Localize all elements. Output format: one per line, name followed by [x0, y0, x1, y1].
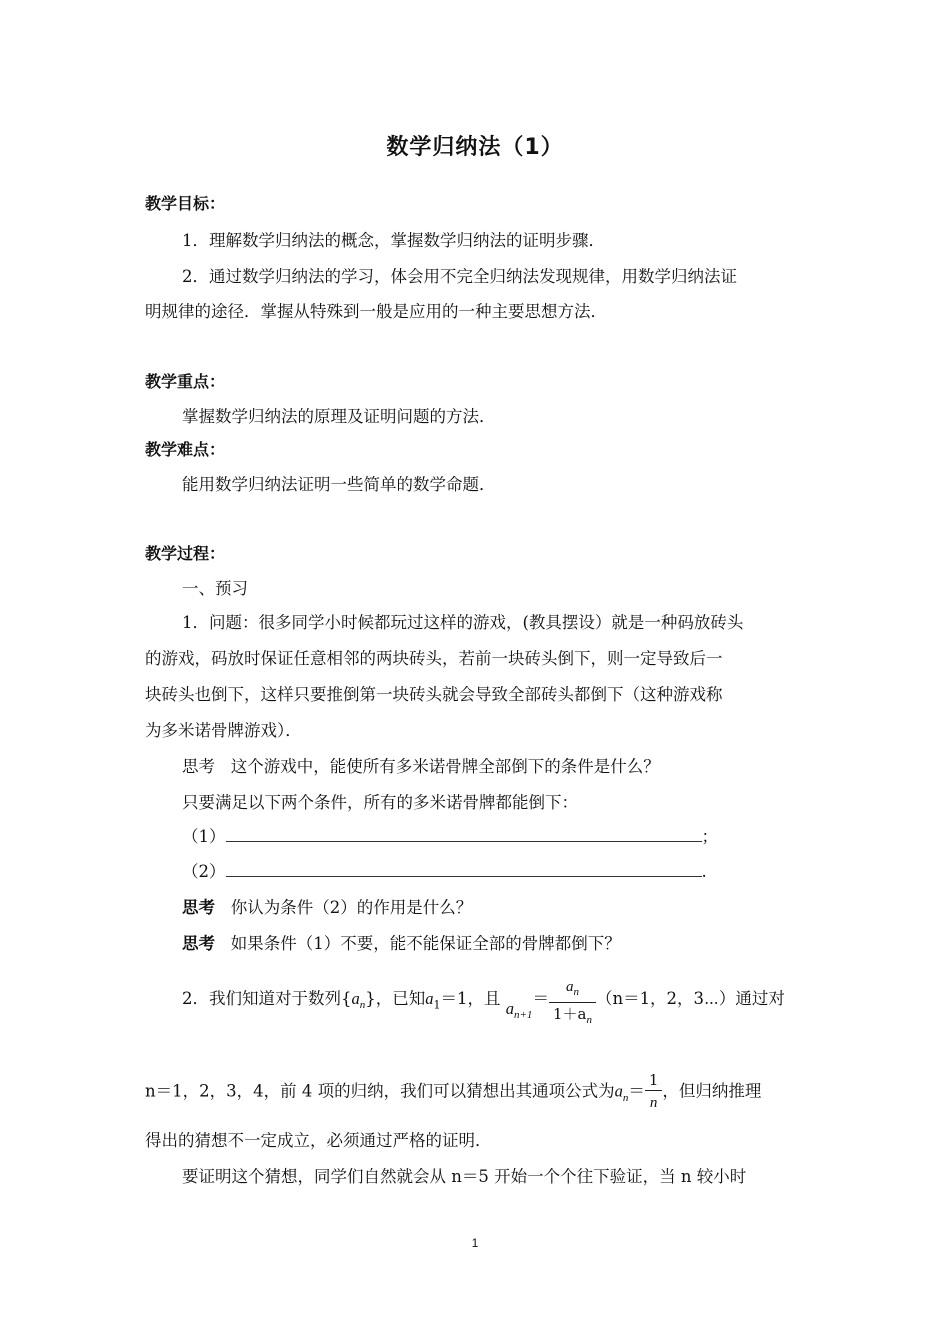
formula-lhs-sub: n: [622, 1091, 629, 1104]
recurrence-lhs-sub: n+1: [514, 1009, 533, 1022]
problem-2-line-3: 得出的猜想不一定成立，必须通过严格的证明．: [145, 1131, 492, 1150]
recurrence-denominator-sub: n: [586, 1014, 592, 1026]
recurrence-denominator: 1＋a: [552, 1005, 587, 1023]
recurrence-numerator-sub: n: [573, 986, 579, 998]
think-1: [182, 753, 660, 777]
difficulties-text: 能用数学归纳法证明一些简单的数学命题．: [182, 475, 496, 494]
recurrence-numerator: a: [565, 979, 574, 995]
key-points-heading: 教学重点：: [145, 372, 226, 391]
recurrence-fraction: [549, 976, 596, 1031]
page-number: 1: [471, 1236, 479, 1250]
think-2: [182, 894, 472, 918]
formula-fraction: [645, 1070, 663, 1114]
think-1-text: 这个游戏中，能使所有多米诺骨牌全部倒下的条件是什么？: [230, 757, 660, 776]
formula-lhs: a: [614, 1081, 623, 1101]
key-points-text: 掌握数学归纳法的原理及证明问题的方法．: [182, 407, 496, 426]
condition-1-label: （1）: [182, 827, 226, 846]
recurrence-eq: ＝: [532, 989, 549, 1008]
condition-2: [182, 858, 707, 882]
problem-2-tail: （n＝1，2，3⋯）通过对: [595, 989, 785, 1008]
problem-2-line-4: 要证明这个猜想，同学们自然就会从 n＝5 开始一个个往下验证，当 n 较小时: [182, 1167, 747, 1186]
condition-1-blank[interactable]: [226, 827, 702, 842]
think-3-text: 如果条件（1）不要，能不能保证全部的骨牌都倒下？: [230, 934, 621, 953]
think-1-label: 思考: [182, 757, 215, 776]
condition-2-label: （2）: [182, 862, 226, 881]
think-2-text: 你认为条件（2）的作用是什么？: [230, 898, 473, 917]
objective-item-2-line-2: 明规律的途径．掌握从特殊到一般是应用的一种主要思想方法．: [145, 302, 607, 321]
think-3-label: 思考: [182, 934, 215, 953]
condition-1-end: ；: [701, 827, 718, 846]
difficulties-heading: 教学难点：: [145, 440, 226, 459]
formula-denominator: n: [649, 1095, 658, 1111]
process-heading: 教学过程：: [145, 544, 226, 563]
problem-1-line-2: 的游戏，码放时保证任意相邻的两块砖头，若前一块砖头倒下，则一定导致后一: [145, 649, 723, 668]
condition-2-blank[interactable]: [226, 862, 702, 877]
document-title: 数学归纳法（1）: [386, 135, 564, 160]
recurrence-lhs: a: [505, 999, 514, 1018]
a1-value: ＝1，且: [440, 989, 501, 1008]
objective-item-1: 1．理解数学归纳法的概念，掌握数学归纳法的证明步骤．: [182, 231, 605, 250]
problem-2-mid: }，已知: [365, 989, 426, 1008]
sequence-a-sub: n: [359, 999, 366, 1012]
section-preview-heading: 一、预习: [182, 579, 248, 598]
conjecture-intro: n＝1，2，3，4，前 4 项的归纳，我们可以猜想出其通项公式为: [145, 1081, 615, 1101]
a1-sub: 1: [433, 998, 441, 1012]
problem-1-line-3: 块砖头也倒下，这样只要推倒第一块砖头就会导致全部砖头都倒下（这种游戏称: [145, 685, 723, 704]
think-2-label: 思考: [182, 898, 215, 917]
condition-2-end: .: [701, 862, 707, 881]
formula-numerator: 1: [648, 1071, 659, 1089]
problem-2-line-2: [145, 1070, 761, 1114]
think-3: [182, 930, 621, 954]
problem-2-prefix: 2．我们知道对于数列{: [182, 989, 352, 1008]
formula-eq: ＝: [628, 1081, 645, 1101]
objectives-heading: 教学目标：: [145, 194, 226, 213]
objective-item-2-line-1: 2．通过数学归纳法的学习，体会用不完全归纳法发现规律，用数学归纳法证: [182, 267, 737, 286]
problem-1-line-4: 为多米诺骨牌游戏）．: [145, 721, 302, 740]
condition-1: [182, 823, 718, 847]
conditions-intro: 只要满足以下两个条件，所有的多米诺骨牌都能倒下：: [182, 793, 578, 812]
sequence-a: a: [351, 989, 360, 1008]
a1-symbol: a: [425, 989, 434, 1008]
problem-2-line-1: [182, 972, 785, 1027]
conjecture-tail: ，但归纳推理: [662, 1081, 762, 1101]
problem-1-line-1: 1．问题：很多同学小时候都玩过这样的游戏，(教具摆设）就是一种码放砖头: [182, 613, 744, 632]
